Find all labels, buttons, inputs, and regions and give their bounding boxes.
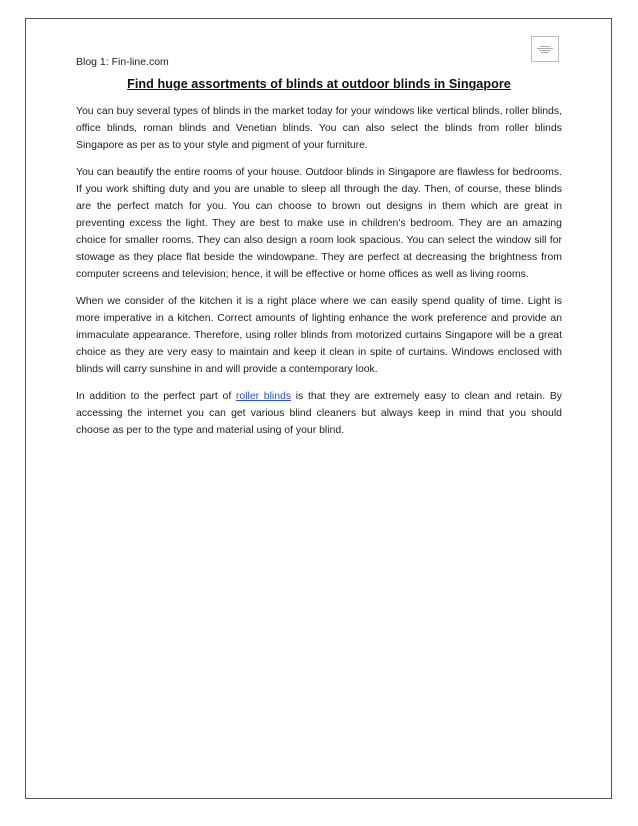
paragraph-2: You can beautify the entire rooms of your house. Outdoor blinds in Singapore are flawless for bedrooms. If you work shifting duty and you are unable to sleep all through the day. Then, of course, these blinds are the perfect match for you. You can choose to brown out designs in them which are great in preventing excess the light. They are best to make use in children's bedroom. They are an amazing choice for smaller rooms. They can also design a room look spacious. You can select the window sill for stowage as they place flat beside the windowpane. They are perfect at decreasing the brightness from computer screens and television; hence, it will be effective or home offices as well as living rooms. bbox=[76, 167, 562, 280]
document-body bbox=[76, 103, 562, 449]
blog-header: Blog 1: Fin-line.com bbox=[76, 56, 169, 68]
paragraph-4 bbox=[76, 388, 562, 439]
company-logo bbox=[531, 36, 559, 62]
paragraph-1: You can buy several types of blinds in the market today for your windows like vertical blinds, roller blinds, office blinds, roman blinds and Venetian blinds. You can also select the blinds from roller blinds Singapore as per as to your style and pigment of your furniture. bbox=[76, 106, 562, 151]
paragraph-4-lead: In addition to the perfect part of bbox=[76, 391, 236, 402]
paragraph-3: When we consider of the kitchen it is a right place where we can easily spend quality of time. Light is more imperative in a kitchen. Correct amounts of lighting enhance the work preference and provide an immaculate appearance. Therefore, using roller blinds from motorized curtains Singapore will be a great choice as they are very easy to maintain and keep it clean in spite of curtains. Windows enclosed with blinds will carry sunshine in and will provide a contemporary look. bbox=[76, 296, 562, 375]
document-title: Find huge assortments of blinds at outdoor blinds in Singapore bbox=[127, 77, 511, 91]
paragraph-4-tail: is that they are extremely easy to clean and retain. By accessing the internet you can get various blind cleaners but always keep in mind that you should choose as per to the type and material using of your blind. bbox=[76, 391, 562, 436]
roller-blinds-link[interactable]: roller blinds bbox=[235, 391, 292, 402]
